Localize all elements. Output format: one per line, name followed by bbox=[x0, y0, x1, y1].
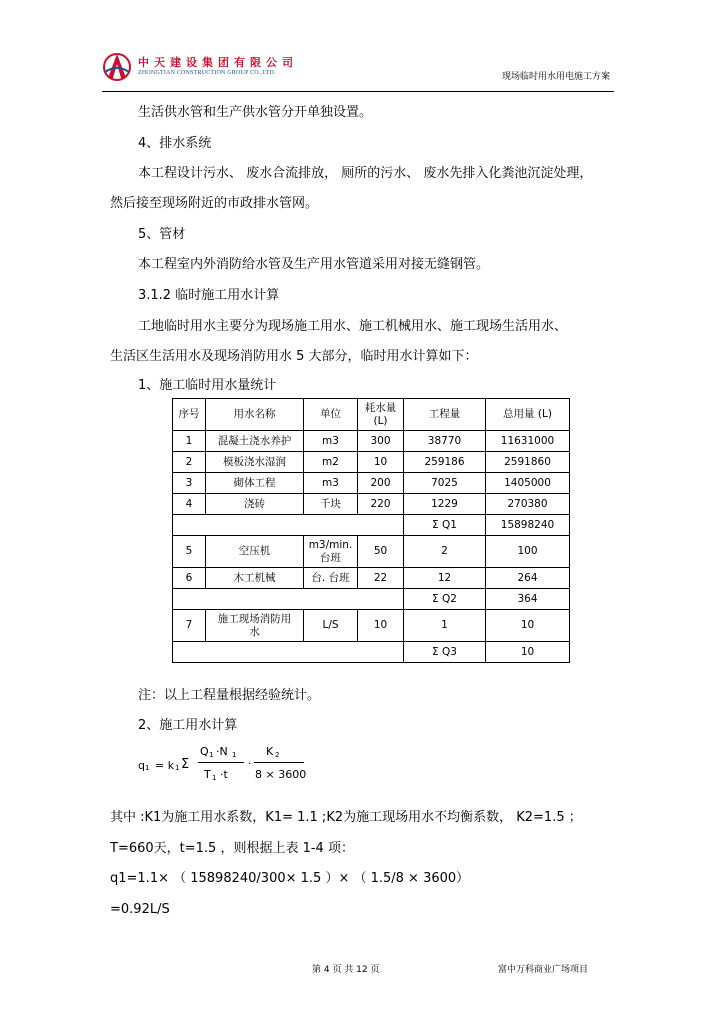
formula-fraction-bar-1 bbox=[198, 762, 244, 763]
document-title: 现场临时用水用电施工方案 bbox=[501, 72, 610, 82]
formula-num1-rest-subscript: 1 bbox=[232, 751, 237, 759]
table-cell: 2 bbox=[173, 452, 206, 473]
table-cell: 1405000 bbox=[486, 473, 570, 494]
table-cell: 浇砖 bbox=[206, 494, 304, 515]
heading-pipe-material: 5、管材 bbox=[138, 227, 186, 242]
table-header: 耗水量 (L) bbox=[358, 399, 404, 431]
table-cell: m3/min. 台班 bbox=[304, 536, 358, 568]
table-cell: 10 bbox=[358, 610, 404, 642]
heading-construction-water-calc: 2、施工用水计算 bbox=[138, 718, 238, 733]
heading-water-calc: 3.1.2 临时施工用水计算 bbox=[138, 288, 280, 303]
table-row bbox=[173, 473, 570, 494]
formula-den2: 8 × 3600 bbox=[255, 768, 307, 781]
paragraph-water-supply: 生活供水管和生产供水管分开单独设置。 bbox=[138, 105, 373, 120]
table-sum-row bbox=[173, 589, 570, 610]
table-cell: 200 bbox=[358, 473, 404, 494]
table-cell: 300 bbox=[358, 431, 404, 452]
table-cell: 4 bbox=[173, 494, 206, 515]
formula-num1-rest: ·N bbox=[216, 745, 228, 758]
sum-label: Σ Q1 bbox=[404, 515, 486, 536]
table-cell: 259186 bbox=[404, 452, 486, 473]
sum-label: Σ Q3 bbox=[404, 642, 486, 663]
sum-value: 15898240 bbox=[486, 515, 570, 536]
table-cell: 空压机 bbox=[206, 536, 304, 568]
paragraph-coefficients: 其中 :K1为施工用水系数，K1= 1.1 ;K2为施工现场用水不均衡系数， K2=1.5 ； bbox=[110, 810, 582, 825]
table-cell: 7025 bbox=[404, 473, 486, 494]
page-number: 第 4 页 共 12 页 bbox=[312, 965, 380, 975]
table-cell-empty bbox=[173, 515, 404, 536]
sum-value: 10 bbox=[486, 642, 570, 663]
table-cell: 12 bbox=[404, 568, 486, 589]
table-cell: 10 bbox=[358, 452, 404, 473]
table-cell: m2 bbox=[304, 452, 358, 473]
table-cell: 3 bbox=[173, 473, 206, 494]
company-name-en: ZHONGTIAN CONSTRUCTION GROUP CO.,LTD. bbox=[138, 70, 276, 76]
table-cell: 7 bbox=[173, 610, 206, 642]
table-cell-empty bbox=[173, 589, 404, 610]
table-cell: 10 bbox=[486, 610, 570, 642]
table-cell: 模板浇水湿润 bbox=[206, 452, 304, 473]
header-divider bbox=[102, 91, 614, 92]
table-header-row bbox=[173, 399, 570, 431]
table-cell: 100 bbox=[486, 536, 570, 568]
heading-drainage: 4、排水系统 bbox=[138, 136, 212, 151]
paragraph-q1-result: =0.92L/S bbox=[110, 902, 170, 917]
formula-den1-rest: ·t bbox=[220, 768, 228, 781]
table-row bbox=[173, 536, 570, 568]
table-cell-empty bbox=[173, 642, 404, 663]
formula-den1-subscript: 1 bbox=[212, 774, 217, 782]
heading-water-table: 1、施工临时用水量统计 bbox=[138, 378, 277, 393]
formula-lhs-subscript: 1 bbox=[145, 764, 150, 772]
table-cell: 1229 bbox=[404, 494, 486, 515]
table-cell: 22 bbox=[358, 568, 404, 589]
table-row bbox=[173, 494, 570, 515]
paragraph-drainage-1: 本工程设计污水、 废水合流排放， 厕所的污水、 废水先排入化粪池沉淀处理， bbox=[138, 166, 593, 181]
table-cell: 施工现场消防用 水 bbox=[206, 610, 304, 642]
formula-dot: · bbox=[248, 757, 252, 770]
table-cell: m3 bbox=[304, 431, 358, 452]
formula-lhs: q bbox=[138, 759, 145, 772]
table-header: 用水名称 bbox=[206, 399, 304, 431]
paragraph-parameters: T=660天，t=1.5 ，则根据上表 1-4 项： bbox=[110, 841, 354, 856]
water-formula bbox=[138, 740, 318, 790]
table-cell: 270380 bbox=[486, 494, 570, 515]
paragraph-q1-formula: q1=1.1× （ 15898240/300× 1.5 ）× （ 1.5/8 × 3600） bbox=[110, 871, 470, 886]
table-header: 单位 bbox=[304, 399, 358, 431]
project-name: 富中万科商业广场项目 bbox=[498, 965, 589, 975]
paragraph-water-usage-2: 生活区生活用水及现场消防用水 5 大部分，临时用水计算如下： bbox=[110, 349, 478, 364]
paragraph-pipe-material: 本工程室内外消防给水管及生产用水管道采用对接无缝钢管。 bbox=[138, 257, 490, 272]
formula-equals-k: = k bbox=[155, 759, 175, 772]
table-cell: 木工机械 bbox=[206, 568, 304, 589]
formula-k-subscript: 1 bbox=[175, 764, 180, 772]
water-usage-table bbox=[172, 398, 570, 663]
table-cell: 2591860 bbox=[486, 452, 570, 473]
table-cell: 千块 bbox=[304, 494, 358, 515]
table-cell: 38770 bbox=[404, 431, 486, 452]
table-cell: 1 bbox=[173, 431, 206, 452]
formula-sigma: Σ bbox=[181, 757, 190, 772]
paragraph-water-usage-1: 工地临时用水主要分为现场施工用水、施工机械用水、施工现场生活用水、 bbox=[138, 319, 568, 334]
formula-den1: T bbox=[204, 768, 211, 781]
company-name-cn: 中天建设集团有限公司 bbox=[138, 56, 298, 69]
table-cell: 264 bbox=[486, 568, 570, 589]
table-row bbox=[173, 452, 570, 473]
table-cell: 2 bbox=[404, 536, 486, 568]
table-header: 序号 bbox=[173, 399, 206, 431]
table-cell: 台. 台班 bbox=[304, 568, 358, 589]
table-note: 注：以上工程量根据经验统计。 bbox=[138, 688, 321, 703]
table-row bbox=[173, 431, 570, 452]
sum-label: Σ Q2 bbox=[404, 589, 486, 610]
formula-num2: K bbox=[266, 745, 274, 758]
table-row bbox=[173, 610, 570, 642]
table-cell: 220 bbox=[358, 494, 404, 515]
formula-num1: Q bbox=[200, 745, 209, 758]
table-sum-row bbox=[173, 642, 570, 663]
paragraph-drainage-2: 然后接至现场附近的市政排水管网。 bbox=[110, 196, 319, 211]
formula-num2-subscript: 2 bbox=[275, 751, 280, 759]
sum-value: 364 bbox=[486, 589, 570, 610]
table-header: 总用量 (L) bbox=[486, 399, 570, 431]
table-cell: 11631000 bbox=[486, 431, 570, 452]
table-cell: 50 bbox=[358, 536, 404, 568]
table-cell: 5 bbox=[173, 536, 206, 568]
table-cell: L/S bbox=[304, 610, 358, 642]
company-logo-icon bbox=[102, 50, 132, 82]
table-cell: 砌体工程 bbox=[206, 473, 304, 494]
page-header bbox=[102, 50, 614, 92]
table-cell: m3 bbox=[304, 473, 358, 494]
formula-num1-subscript: 1 bbox=[209, 751, 214, 759]
table-sum-row bbox=[173, 515, 570, 536]
table-cell: 1 bbox=[404, 610, 486, 642]
table-header: 工程量 bbox=[404, 399, 486, 431]
formula-fraction-bar-2 bbox=[254, 762, 304, 763]
table-cell: 6 bbox=[173, 568, 206, 589]
table-row bbox=[173, 568, 570, 589]
table-cell: 混凝土浇水养护 bbox=[206, 431, 304, 452]
